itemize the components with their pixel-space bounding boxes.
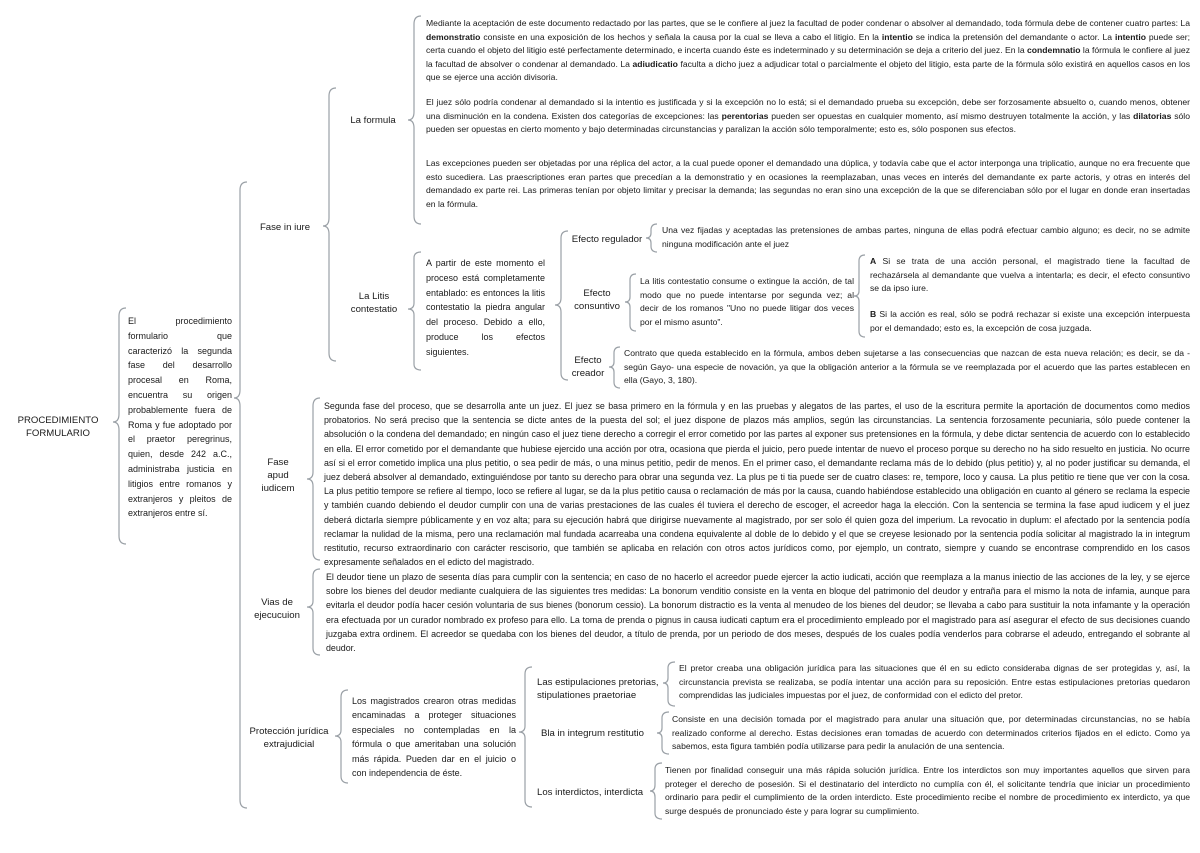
efecto-regulador-label: Efecto regulador	[571, 234, 643, 245]
fase-apud-label: Fase apud iudicem	[261, 457, 295, 494]
fase-in-iure-label: Fase in iure	[259, 222, 311, 233]
bracket-litis	[408, 252, 421, 370]
interdictos-text: Tienen por finalidad conseguir una más rápida solución jurídica. Entre los interdictos son muy importantes aquellos que sirven para proteger el derecho de posesión. Si el destinatario del interdicto no cumplía con él, el solicitante tendría que iniciar un procedimiento ordinario para pedir el cumplimiento de la orden interdicto. Este procedimiento recibe el nombre de procedimiento ex interdicto, ya que surge después de pronunciado éste y para lograr su cumplimiento.	[665, 765, 1190, 816]
formula-paragraph-3: Las excepciones pueden ser objetadas por una réplica del actor, a la cual puede oponer el demandado una dúplica, y todavía cabe que el actor interponga una triplicatio, aunque no era frecuente que esto sucediera. Las praescriptiones eran partes que precedían a la demonstratio y en ocasiones la reemplazaban, unas veces en interés del demandante ex parte actoris, y otras en interés del demandado ex parte rei. Las primeras tenían por objeto limitar y precisar la demanda; las segundas no eran sino una excepción de la que se diferenciaban sólo por el lugar en donde eran insertadas en la fórmula.	[426, 158, 1190, 209]
restitutio-text: Consiste en una decisión tomada por el magistrado para anular una situación que, por determinadas circunstancias, no se había realizado conforme al derecho. Estas decisiones eran tomadas de acuerdo con determinados criterios fijados en el edicto. Como ya sabemos, esta figura también podía utilizarse para pedir la anulación de una sentencia.	[672, 714, 1190, 752]
litis-label: La Litis contestatio	[350, 291, 398, 315]
fase-apud-text: Segunda fase del proceso, que se desarrolla ante un juez. El juez se basa primero en la fórmula y en las pruebas y alegatos de las partes, el uso de la escritura permite la aportación de documentos como medios probatorios. No será preciso que la sentencia se dicte antes de la puesta del sol; el juez dispone de plazos más amplios, según las circunstancias. La sentencia forzosamente pecuniaria, sólo puede contener la absolución o la condena del demandado; en ningún caso el juez tiene derecho a corregir el error cometido por las partes al exponer sus pretensiones en la fórmula, y debe dictar sentencia de acuerdo con lo establecido en ella. El error cometido por el demandante que hubiese ejercido una acción por otra, ocasiona que pierda el juicio, pero puede intentar de nuevo el proceso porque su derecho no ha sido resuelto en justicia. No ocurre así si el error cometido implica una plus petitio, o sea pedir de más, o una minus petitio, pedir de menos. En el primer caso, el demandante reclama más de lo debido (plus petitio) y, al no poder justificar su demanda, el juez deberá absolver al demandado, extinguiéndose por tanto su derecho para obrar una segunda vez. La plus pe ti tia puede ser de cuatro clases: re, tempore, loco y causa. La plus petitio re tiene que ver con la cosa. La plus petitio tempore se refiere al tiempo, loco se refiere al lugar, se da la plus petitio causa o reclamación de más por la causa, cuando habiéndose establecido una obligación en cuanto al género se reclama la especie y también cuando debiendo el deudor cumplir con una de varias prestaciones de las cuales él tuviera el derecho de escoger, el acreedor haga la elección. Con la sentencia se termina la fase apud iudicem y el juez deberá dictarla siempre públicamente y en voz alta; para su ejecución habrá que dirigirse nuevamente al magistrado, por ser solo él quien goza del imperium. La revocatio in duplum: el afectado por la sentencia podía reclamar la nulidad de la misma, pero una reclamación mal fundada acarreaba una condena equivalente al doble de lo debido y el que se creyese lesionado por la sentencia podía solicitar al magistrado la in integrum restitutio, recurso extraordinario con carácter rescisorio, que también se aplicaba en relación con otros actos jurídicos como, por ejemplo, un contrato, siempre y cuando se encontrase comprendido en los casos expresamente señalados en el edicto del magistrado.	[324, 401, 1190, 568]
litis-text: A partir de este momento el proceso está completamente entablado: es entonces la litis contestatio la piedra angular del proceso. Debido a ello, produce los efectos siguientes.	[426, 258, 545, 357]
proteccion-label: Protección jurídica extrajudicial	[249, 726, 329, 750]
bracket-creador	[609, 347, 620, 388]
term-dilatorias: dilatorias	[1133, 110, 1172, 121]
efecto-creador-text: Contrato que queda establecido en la fórmula, ambos deben sujetarse a las consecuencias que nazcan de esta nueva relación; es decir, se da -según Gayo- una especie de novación, ya que la obligación anterior a la fórmula se ve reemplazada por el acuerdo que las partes establecen en ella (Gayo, 3, 180).	[624, 348, 1190, 386]
proteccion-text: Los magistrados crearon otras medidas encaminadas a proteger situaciones especiales no contempladas en la fórmula o que ameritaban una solución más rápida. Pueden dar en el juicio o con independencia de éste.	[352, 696, 516, 779]
bracket-root	[113, 308, 126, 544]
vias-label: Vias de ejecucuion	[254, 597, 300, 621]
formula-paragraph-1: Mediante la aceptación de este documento redactado por las partes, que se le confiere al juez la facultad de poder condenar o absolver al demandado, toda fórmula debe de contener cuatro partes: La demonstratio consiste en una exposición de los hechos y señala la causa por la cual se lleva a cabo el litigio. En la intentio se indica la pretensión del demandante o actor. La intentio puede ser; certa cuando el objeto del litigio esté perfectamente determinado, e incerta cuando éste es indeterminado y su determinación se deja a criterio del juez. En la condemnatio la fórmula le confiere al juez la facultad de absolver o condenar al demandado. La adiudicatio faculta a dicho juez a adjudicar total o parcialmente el objeto del litigio, esta parte de la fórmula sólo existirá en aquellos casos en los que se ejerce una acción divisoria.	[426, 18, 1191, 83]
term-intentio-2: intentio	[1114, 31, 1146, 42]
bracket-vias	[307, 569, 320, 655]
term-intentio: intentio	[881, 31, 913, 42]
option-b-letter: B	[870, 309, 877, 319]
restitutio-label: Bla in integrum restitutio	[541, 728, 644, 739]
bracket-restitutio	[657, 712, 669, 754]
term-condemnatio: condemnatio	[1027, 45, 1081, 56]
term-perentorias: perentorias	[721, 110, 769, 121]
bracket-formula	[408, 16, 421, 224]
root-title: PROCEDIMIENTO FORMULARIO	[17, 415, 99, 439]
term-demonstratio: demonstratio	[426, 31, 481, 42]
bracket-apud	[307, 398, 320, 560]
vias-text: El deudor tiene un plazo de sesenta días para cumplir con la sentencia; en caso de no hacerlo el acreedor puede ejercer la actio iudicati, acción que reemplaza a la manus iniectio de las acciones de la ley, y se ejerce sobre los bienes del deudor mediante cualquiera de las siguientes tres medidas: La bonorum venditio consiste en la venta en bloque del patrimonio del deudor y entraña para el mismo la nota de infamia, aunque para evitarla el deudor podía hacer cesión voluntaria de sus bienes (bonorum cessio). La bonorum distractio es la venta al menudeo de los bienes del deudor; se llevaba a cabo para sustituir la nota infamante y la operación era efectuada por un curador nombrado ex profeso para ello. La toma de prenda o pignus in causa iudicati captum era el procedimiento empleado por el magistrado para así asegurar el efecto de sus decisiones cuando juzgaba extra ordinem. El acreedor se quedaba con los bienes del deudor, a título de prenda, por un periodo de dos meses, después de los cuales podía venderlos para cobrarse el adeudo, entregando el sobrante al deudor.	[326, 572, 1190, 654]
efecto-creador-label: Efecto creador	[571, 355, 605, 379]
formula-label: La formula	[350, 115, 396, 126]
bracket-proteccion-opciones	[519, 667, 532, 807]
bracket-interdictos	[650, 763, 662, 819]
bracket-estipulaciones	[663, 662, 675, 706]
consuntivo-option-b: B Si la acción es real, sólo se podrá rechazar si existe una excepción interpuesta por el demandado; esto es, la excepción de cosa juzgada.	[870, 309, 1190, 333]
consuntivo-option-a: A Si se trata de una acción personal, el magistrado tiene la facultad de rechazársela al demandante que vuelva a intentarla; es decir, el efecto consuntivo se da ipso iure.	[870, 256, 1190, 294]
estipulaciones-text: El pretor creaba una obligación jurídica para las situaciones que él en su edicto consideraba dignas de ser protegidas y, así, la circunstancia prevista se realizaba, se podía intentar una acción para su reposición. Entre estas estipulaciones pretorias quedaron comprendidas las judiciales impuestas por el juez, de conformidad con el edicto del pretor.	[679, 663, 1190, 701]
efecto-consuntivo-label: Efecto consuntivo	[574, 288, 620, 312]
efecto-consuntivo-text: La litis contestatio consume o extingue la acción, de tal modo que no puede intentarse por segunda vez; al decir de los romanos "Uno no puede litigar dos veces por el mismo asunto".	[640, 276, 854, 327]
term-adiudicatio: adiudicatio	[632, 58, 678, 69]
intro-text: El procedimiento formulario que caracterizó la segunda fase del desarrollo procesal en Roma, encuentra su origen probablemente fuera de Roma y fue adoptado por el praetor peregrinus, quien, desde 242 a.C., administraba justicia en litigios entre romanos y extranjeros y pleitos de extranjeros entre sí.	[128, 316, 232, 519]
formula-paragraph-2: El juez sólo podría condenar al demandado si la intentio es justificada y si la excepción no lo está; si el demandado prueba su excepción, debe ser forzosamente absuelto o, cuando menos, obtener una disminución en la condena. Existen dos categorías de excepciones: las perentorias pueden ser opuestas en cualquier momento, así mismo destruyen totalmente la acción, y las dilatorias sólo pueden ser opuestas en cierto momento y bajo determinadas circunstancias y paralizan la acción sólo temporalmente; esto es, sólo posponen sus efectos.	[426, 97, 1190, 135]
bracket-proteccion	[335, 690, 348, 783]
bracket-in-iure	[323, 88, 336, 361]
bracket-ab	[854, 255, 865, 337]
option-a-letter: A	[870, 256, 877, 266]
bracket-main	[234, 182, 247, 808]
efecto-regulador-text: Una vez fijadas y aceptadas las pretensiones de ambas partes, ninguna de ellas podrá efectuar cambio alguno; es decir, no se admite ninguna modificación ante el juez	[662, 225, 1190, 249]
estipulaciones-label: Las estipulaciones pretorias, stipulationes praetoriae	[537, 677, 659, 701]
interdictos-label: Los interdictos, interdicta	[537, 787, 644, 798]
